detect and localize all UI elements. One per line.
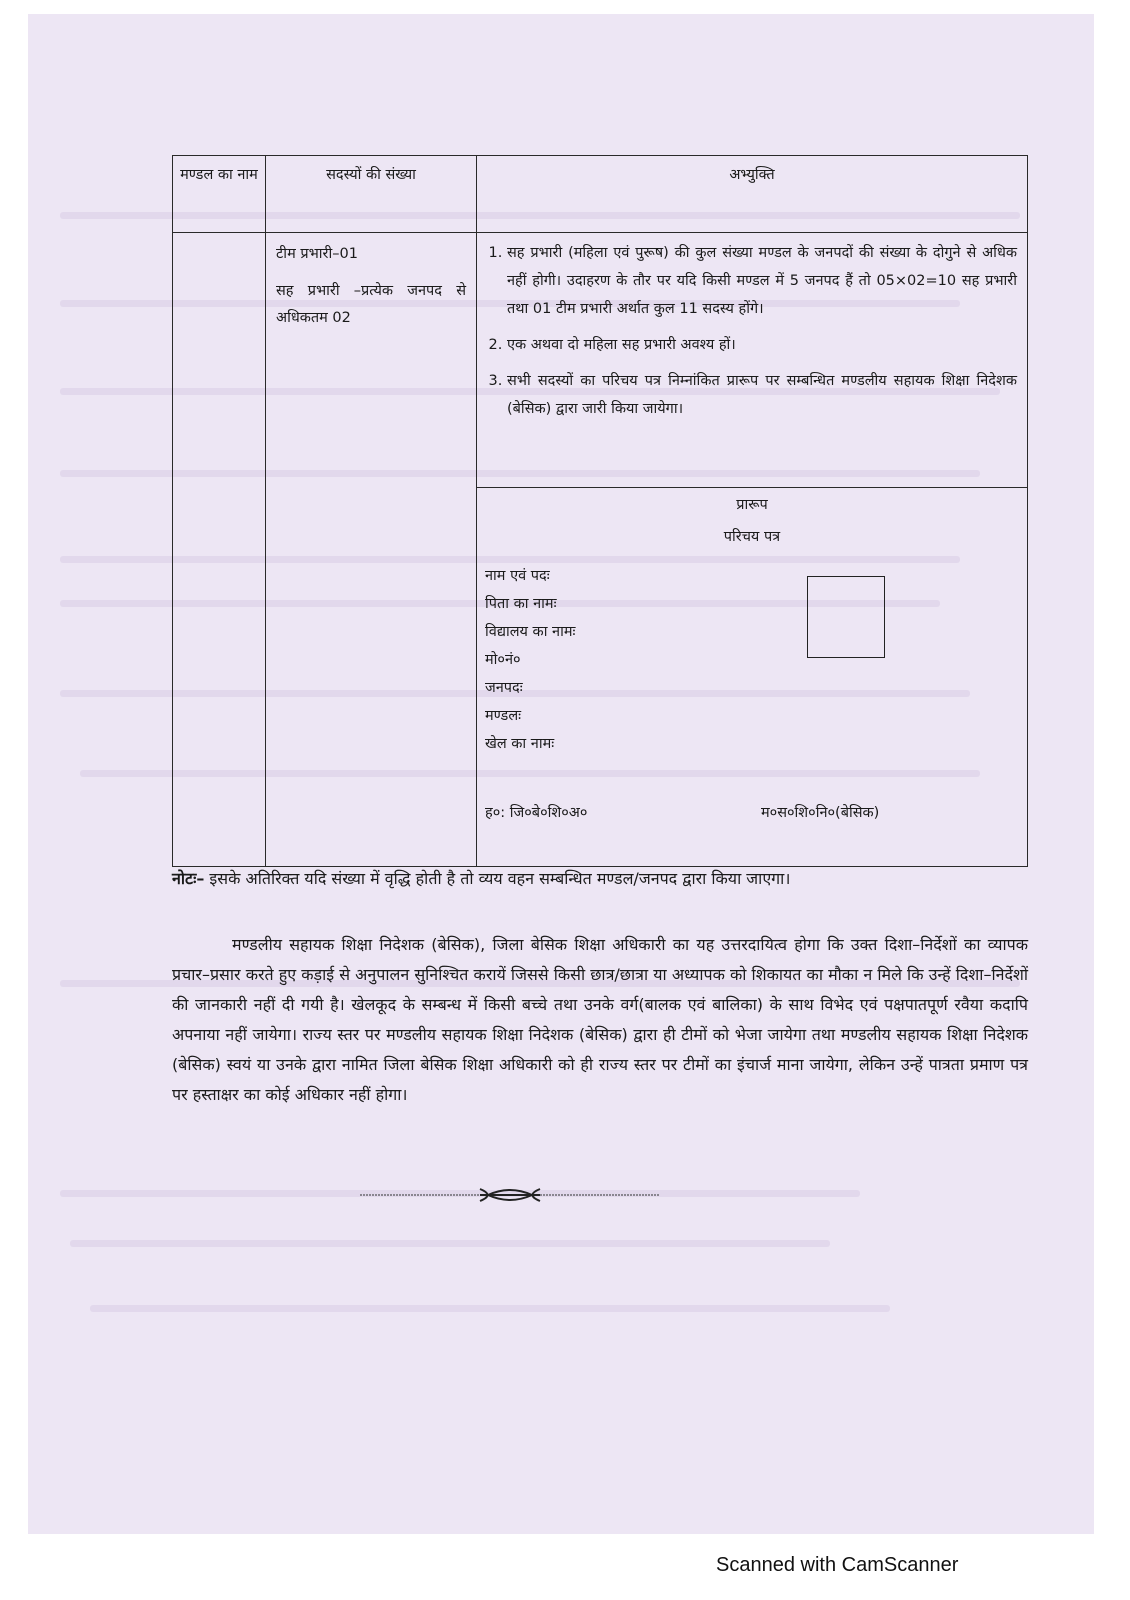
remarks-list bbox=[487, 239, 1017, 423]
note-text: इसके अतिरिक्त यदि संख्या में वृद्धि होती है तो व्यय वहन सम्बन्धित मण्डल/जनपद द्वारा किया जाएगा। bbox=[209, 869, 791, 888]
table-body-row bbox=[173, 233, 1028, 488]
header-remarks: अभ्युक्ति bbox=[477, 156, 1028, 233]
id-card-title: परिचय पत्र bbox=[723, 529, 781, 545]
remark-item: 1. सह प्रभारी (महिला एवं पुरूष) की कुल संख्या मण्डल के जनपदों की संख्या के दोगुने से अधिक नहीं होगी। उदाहरण के तौर पर यदि किसी मण्डल में 5 जनपद हैं तो 05×02=10 सह प्रभारी तथा 01 टीम प्रभारी अर्थात कुल 11 सदस्य होंगे। bbox=[507, 239, 1017, 323]
remark-item: 3. सभी सदस्यों का परिचय पत्र निम्नांकित प्रारूप पर सम्बन्धित मण्डलीय सहायक शिक्षा निदेशक (बेसिक) द्वारा जारी किया जायेगा। bbox=[507, 367, 1017, 423]
header-member-count: सदस्यों की संख्या bbox=[266, 156, 477, 233]
photo-placeholder bbox=[807, 576, 885, 658]
note-label: नोटः– bbox=[172, 869, 205, 888]
team-in-charge-text: टीम प्रभारी–01 bbox=[276, 246, 358, 262]
header-division-name: मण्डल का नाम bbox=[173, 156, 266, 233]
signature-ad-basic: म०स०शि०नि०(बेसिक) bbox=[761, 805, 880, 821]
field-sport-name: खेल का नामः bbox=[485, 736, 555, 752]
field-mobile-number: मो०नं० bbox=[485, 652, 521, 668]
note-block bbox=[172, 864, 1028, 894]
id-card-fields bbox=[485, 562, 1027, 758]
remarks-cell bbox=[477, 233, 1028, 488]
field-school-name: विद्यालय का नामः bbox=[485, 624, 576, 640]
format-title: प्रारूप bbox=[736, 497, 768, 513]
co-in-charge-text: सह प्रभारी –प्रत्येक जनपद से अधिकतम 02 bbox=[276, 283, 466, 326]
remark-item: 2. एक अथवा दो महिला सह प्रभारी अवश्य हों। bbox=[507, 331, 1017, 359]
member-count-cell bbox=[266, 233, 477, 867]
field-division: मण्डलः bbox=[485, 708, 522, 724]
ornamental-divider bbox=[360, 1185, 660, 1205]
division-name-cell bbox=[173, 233, 266, 867]
signature-bsa: ह०: जि०बे०शि०अ० bbox=[485, 805, 588, 821]
scanner-watermark: Scanned with CamScanner bbox=[716, 1554, 959, 1576]
responsibility-paragraph: मण्डलीय सहायक शिक्षा निदेशक (बेसिक), जिला बेसिक शिक्षा अधिकारी का यह उत्तरदायित्व होगा कि उक्त दिशा–निर्देशों का व्यापक प्रचार–प्रसार करते हुए कड़ाई से अनुपालन सुनिश्चित करायें जिससे किसी छात्र/छात्रा या अध्यापक को शिकायत का मौका न मिले कि उन्हें दिशा–निर्देशों की जानकारी नहीं दी गयी है। खेलकूद के सम्बन्ध में किसी बच्चे तथा उनके वर्ग(बालक एवं बालिका) के साथ विभेद एवं पक्षपातपूर्ण रवैया कदापि अपनाया नहीं जायेगा। राज्य स्तर पर मण्डलीय सहायक शिक्षा निदेशक (बेसिक) द्वारा ही टीमों को भेजा जायेगा तथा मण्डलीय सहायक शिक्षा निदेशक (बेसिक) स्वयं या उनके द्वारा नामित जिला बेसिक शिक्षा अधिकारी को ही राज्य स्तर पर टीमों का इंचार्ज माना जायेगा, लेकिन उन्हें पात्रता प्रमाण पत्र पर हस्ताक्षर का कोई अधिकार नहीं होगा। bbox=[172, 935, 1028, 1104]
table-header-row bbox=[173, 156, 1028, 233]
id-card-format-cell bbox=[477, 488, 1028, 867]
field-district: जनपदः bbox=[485, 680, 523, 696]
field-father-name: पिता का नामः bbox=[485, 596, 557, 612]
field-name-designation: नाम एवं पदः bbox=[485, 568, 550, 584]
committee-table bbox=[172, 155, 1028, 867]
